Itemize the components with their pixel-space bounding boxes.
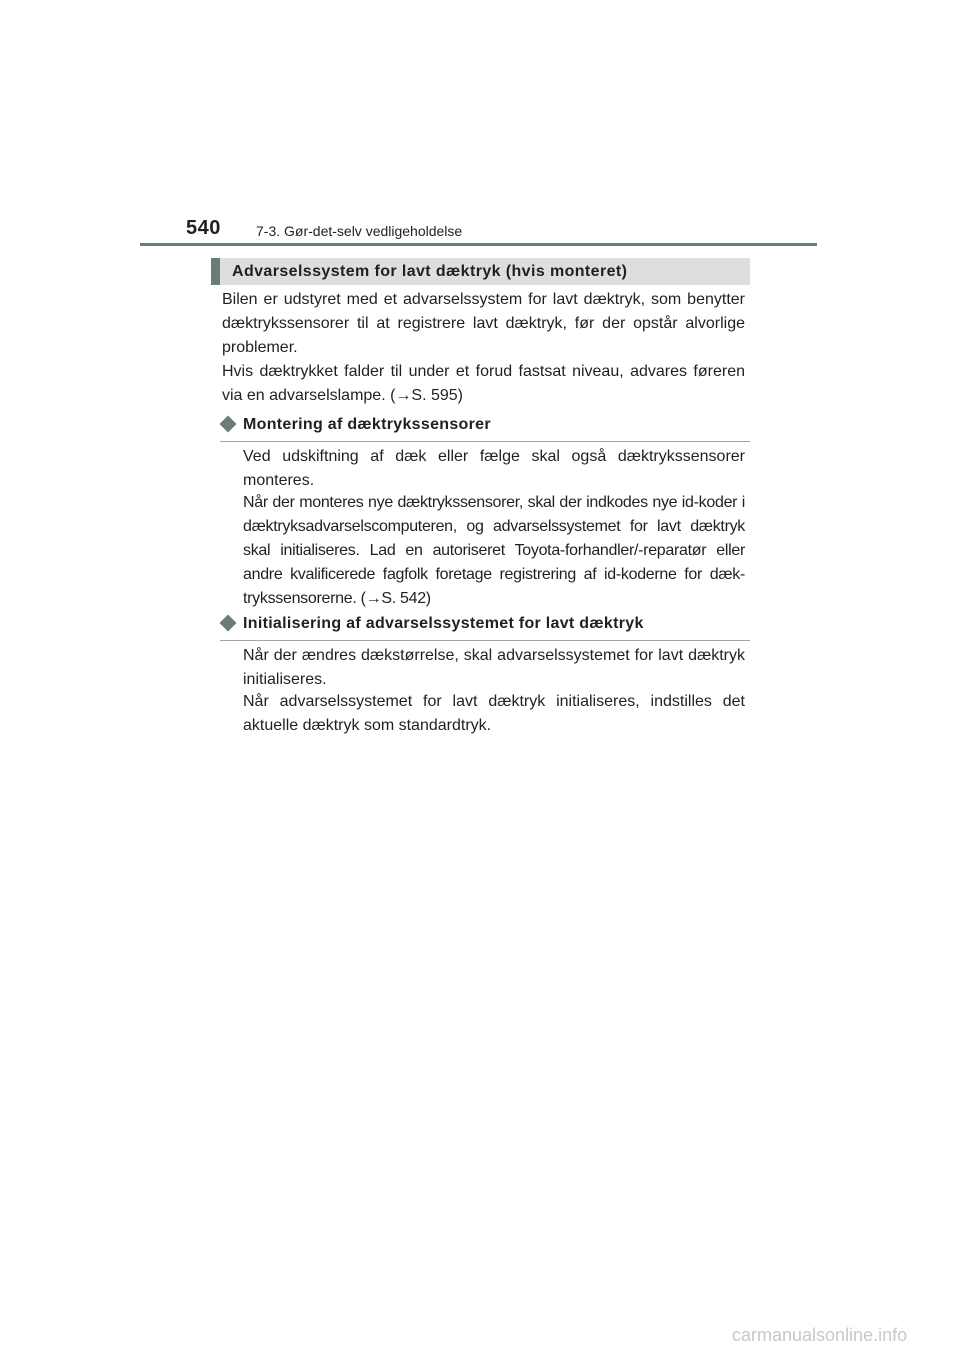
header-divider [140,243,817,246]
page-number: 540 [186,217,221,239]
diamond-bullet-icon [220,615,237,632]
intro-paragraph-1: Bilen er udstyret med et advarselssystem for lavt dæktryk, som benytter dæktrykssensorer til at registrere lavt dæktryk, før der opstår alvorlige problemer. [222,291,745,356]
initialization-paragraph-2: Når advarselssystemet for lavt dæktryk initialiseres, indstilles det aktuelle dæktryk som standardtryk. [243,693,745,734]
section-reference: 7-3. Gør-det-selv vedligeholdelse [256,223,463,239]
initialization-paragraph-1: Når der ændres dækstørrelse, skal advarselssystemet for lavt dæktryk initialiseres. [243,647,745,688]
sensors-paragraph-1: Ved udskiftning af dæk eller fælge skal også dæktrykssensorer monteres. [243,448,745,489]
subheading-text: Montering af dæktrykssensorer [243,416,491,433]
subheading-sensors [220,415,750,442]
section-title: Advarselssystem for lavt dæktryk (hvis monteret) [232,263,628,280]
subheading-initialization [220,614,750,641]
watermark: carmanualsonline.info [732,1325,908,1345]
diamond-bullet-icon [220,416,237,433]
subheading-text: Initialisering af advarselssystemet for lavt dæktryk [243,615,644,632]
sensors-paragraph-2: Når der monteres nye dæktrykssensorer, skal der indkodes nye id-koder i dæktryksadvarselscomputeren, og advarselssystemet for lavt dæktryk skal initialiseres. Lad en autoriseret Toyota-forhandler/-reparatør eller andre kvalificerede fagfolk foretage registrering af id-koderne for dæk-trykssensorerne. (→S. 542) [243,494,745,607]
section-title-bar [211,258,750,285]
intro-paragraph-2: Hvis dæktrykket falder til under et forud fastsat niveau, advares føreren via en advarselslampe. (→S. 595) [222,363,745,404]
